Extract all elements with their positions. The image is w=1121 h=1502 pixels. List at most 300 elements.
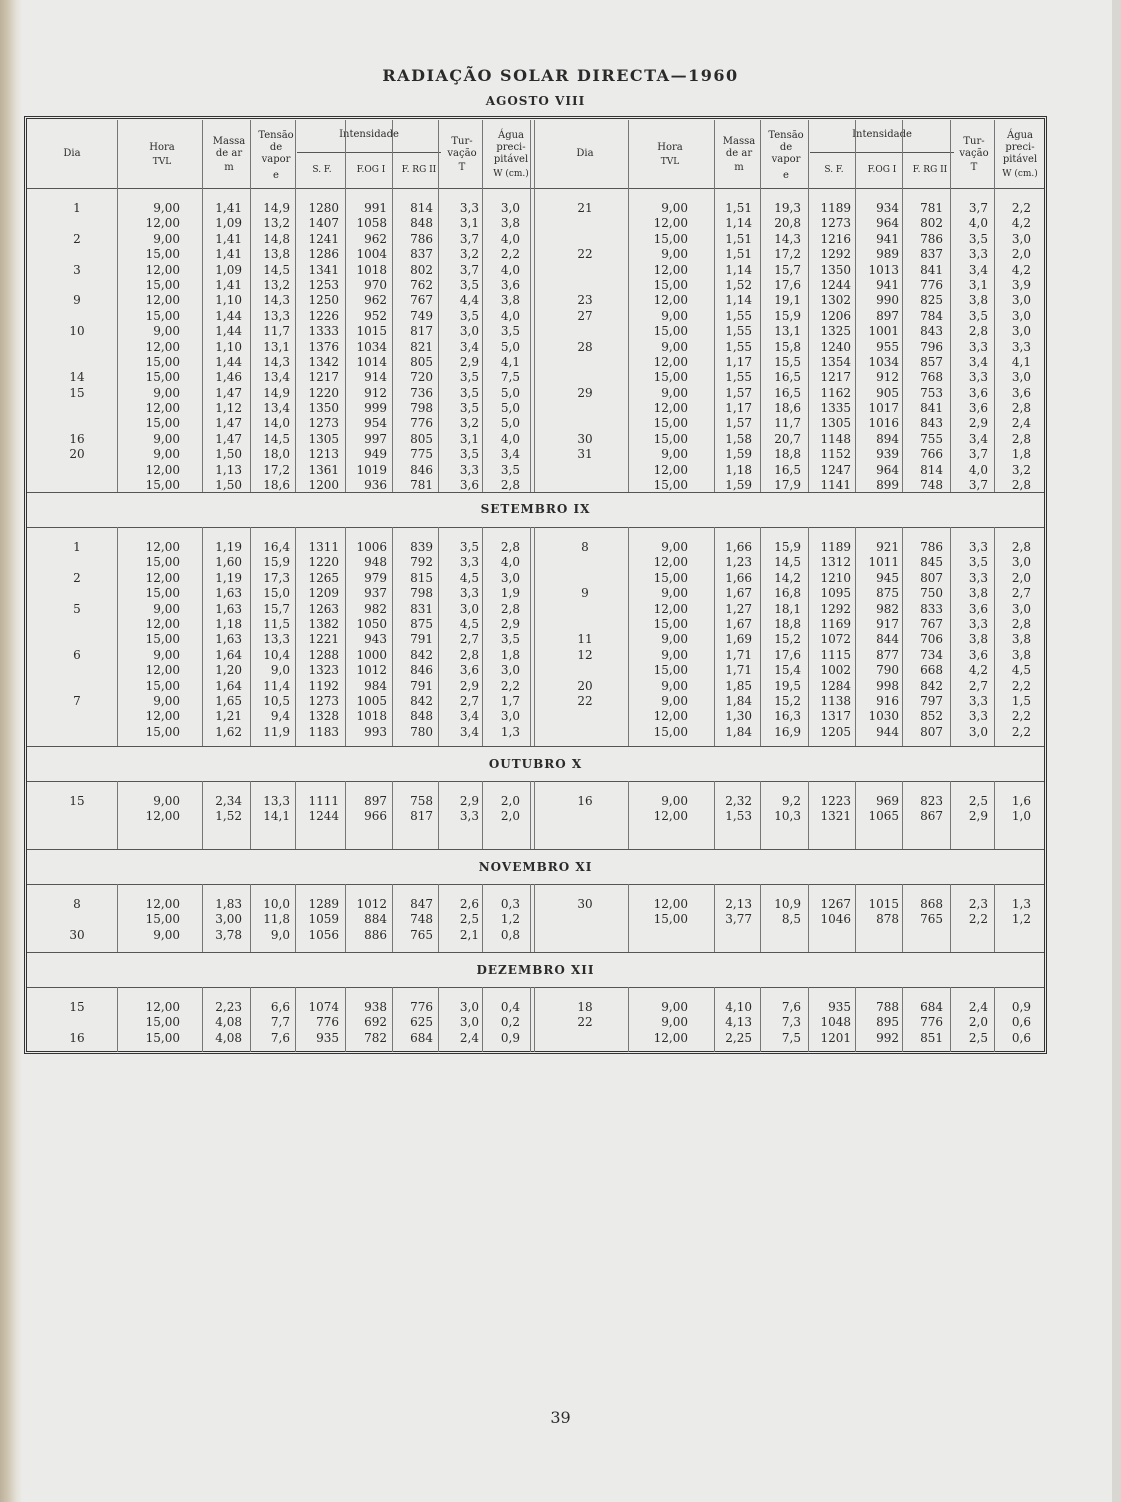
table-cell: 14,9 [263, 385, 290, 400]
table-cell: 1213 [308, 447, 339, 462]
page-number: 39 [550, 1408, 571, 1427]
table-cell: 1226 [308, 308, 339, 323]
table-cell: 15,2 [774, 693, 801, 708]
outubro-right-fog-column [852, 794, 899, 825]
table-cell [27, 679, 127, 694]
table-cell: 3,0 [968, 724, 988, 739]
table-cell: 4,0 [500, 308, 520, 323]
column-rule [534, 987, 535, 1052]
table-cell: 15,00 [145, 478, 180, 493]
table-cell: 3,00 [215, 912, 242, 927]
table-cell: 3,5 [459, 308, 479, 323]
table-cell [27, 401, 127, 416]
table-cell [27, 478, 127, 493]
table-cell: 2,3 [968, 897, 988, 911]
outubro-left-sf-column [290, 794, 339, 825]
table-cell: 843 [920, 416, 943, 431]
table-cell: 2 [73, 570, 81, 585]
table-cell: 2,8 [500, 601, 520, 616]
table-cell: 899 [876, 478, 899, 493]
dezembro-right-hora-column [630, 1000, 688, 1046]
table-cell: 9,00 [153, 431, 180, 446]
table-cell [545, 663, 625, 678]
table-cell: 3,9 [1011, 277, 1031, 292]
table-cell: 1005 [356, 693, 387, 708]
table-cell: 1056 [308, 927, 339, 942]
table-cell: 15,00 [145, 724, 180, 739]
table-cell: 821 [410, 339, 433, 354]
agosto-left-tensao-column [245, 201, 290, 493]
table-cell: 999 [364, 401, 387, 416]
table-cell: 1141 [820, 478, 851, 493]
table-cell: 1,58 [725, 431, 752, 446]
table-cell: 9,00 [661, 678, 688, 693]
header-turv-3: T [458, 162, 466, 173]
table-cell [27, 309, 127, 324]
table-cell: 0,2 [500, 1015, 520, 1030]
table-cell: 12,00 [145, 401, 180, 416]
table-cell: 1030 [868, 709, 899, 724]
table-cell: 3,3 [968, 370, 988, 385]
table-cell: 1342 [308, 354, 339, 369]
table-cell: 945 [876, 570, 899, 585]
table-cell: 9,00 [661, 647, 688, 662]
table-cell: 4,08 [215, 1030, 242, 1045]
table-cell: 1244 [308, 809, 339, 824]
table-cell: 766 [920, 447, 943, 462]
setembro-right-agua-column [993, 540, 1031, 740]
table-cell: 2,2 [1011, 678, 1031, 693]
table-cell [545, 463, 625, 478]
table-cell: 1217 [308, 370, 339, 385]
header-agua-2-right: preci- [1005, 142, 1035, 153]
table-cell: 0,9 [1011, 1000, 1031, 1014]
table-cell: 3,6 [968, 647, 988, 662]
table-cell: 3,77 [725, 912, 752, 927]
table-cell: 1,7 [500, 693, 520, 708]
table-cell: 1247 [820, 462, 851, 477]
column-rule [534, 188, 535, 492]
table-cell: 2,0 [1011, 247, 1031, 262]
table-cell: 15,00 [145, 678, 180, 693]
table-cell: 13,2 [263, 277, 290, 292]
table-cell: 895 [876, 1015, 899, 1030]
setembro-left-fog-column [340, 540, 387, 740]
table-cell: 1205 [820, 724, 851, 739]
table-cell: 9,00 [153, 324, 180, 339]
table-cell: 4,4 [459, 293, 479, 308]
table-cell: 12,00 [145, 709, 180, 724]
table-cell: 2,23 [215, 1000, 242, 1014]
table-cell: 3,2 [459, 247, 479, 262]
table-cell: 9,00 [661, 632, 688, 647]
table-cell [545, 416, 625, 431]
table-cell: 15,00 [145, 416, 180, 431]
table-cell: 20 [69, 447, 85, 462]
table-cell: 18,1 [774, 601, 801, 616]
table-cell: 15,7 [263, 601, 290, 616]
header-tensao-1-right: Tensão [768, 130, 804, 141]
table-cell: 1,44 [215, 308, 242, 323]
header-massa-1: Massa [212, 136, 246, 147]
table-cell: 15,9 [774, 308, 801, 323]
table-cell: 857 [920, 354, 943, 369]
table-cell: 1305 [308, 431, 339, 446]
table-cell: 3,3 [459, 586, 479, 601]
table-cell: 9,00 [153, 447, 180, 462]
table-cell: 1280 [308, 201, 339, 215]
table-cell: 14,0 [263, 416, 290, 431]
novembro-left-massa-column [200, 897, 242, 943]
dezembro-left-massa-column [200, 1000, 242, 1046]
table-cell: 11 [577, 632, 593, 647]
table-cell [27, 1015, 127, 1030]
table-cell: 9,00 [153, 601, 180, 616]
table-cell: 10 [69, 324, 85, 339]
table-cell: 12,00 [653, 293, 688, 308]
table-cell: 786 [410, 231, 433, 246]
table-cell: 1138 [820, 693, 851, 708]
table-cell: 3,0 [459, 601, 479, 616]
table-cell: 765 [920, 912, 943, 927]
table-cell: 776 [410, 416, 433, 431]
dezembro-right-turv-column [950, 1000, 988, 1046]
table-cell: 1292 [820, 601, 851, 616]
table-cell: 851 [920, 1030, 943, 1045]
table-cell: 720 [410, 370, 433, 385]
table-cell [27, 278, 127, 293]
table-cell: 16,5 [774, 385, 801, 400]
table-cell: 1,09 [215, 262, 242, 277]
table-cell: 1221 [308, 632, 339, 647]
table-cell: 1115 [820, 647, 851, 662]
table-cell: 9,0 [270, 663, 290, 678]
table-cell: 2,9 [968, 416, 988, 431]
table-cell: 16,5 [774, 370, 801, 385]
table-cell: 12,00 [145, 1000, 180, 1014]
column-rule [534, 527, 535, 746]
table-cell: 3,3 [1011, 339, 1031, 354]
table-cell: 837 [920, 247, 943, 262]
table-cell: 1,5 [1011, 693, 1031, 708]
table-cell: 3,1 [459, 216, 479, 231]
table-cell: 3,0 [1011, 308, 1031, 323]
table-cell: 955 [876, 339, 899, 354]
table-cell: 2,8 [1011, 616, 1031, 631]
novembro-left-tensao-column [245, 897, 290, 943]
table-cell: 9 [73, 293, 81, 308]
table-cell: 7,5 [781, 1030, 801, 1045]
table-cell: 30 [577, 897, 593, 911]
table-cell: 19,3 [774, 201, 801, 215]
column-rule [628, 120, 629, 188]
novembro-left-fog-column [340, 897, 387, 943]
table-cell: 9,00 [661, 447, 688, 462]
table-cell: 1072 [820, 632, 851, 647]
column-rule [202, 120, 203, 188]
table-cell: 9,00 [153, 231, 180, 246]
table-cell: 15,00 [653, 416, 688, 431]
table-cell: 0,6 [1011, 1030, 1031, 1045]
table-cell: 15,8 [774, 339, 801, 354]
header-agua-4-right: W (cm.) [1002, 169, 1038, 179]
table-cell: 1,64 [215, 678, 242, 693]
table-cell: 790 [876, 663, 899, 678]
table-cell: 1111 [308, 794, 339, 808]
table-cell: 3,0 [459, 324, 479, 339]
table-cell: 17,6 [774, 277, 801, 292]
table-cell: 875 [876, 586, 899, 601]
table-cell: 3,6 [968, 601, 988, 616]
table-cell: 19,1 [774, 293, 801, 308]
table-cell: 2,7 [968, 678, 988, 693]
table-cell: 969 [876, 794, 899, 808]
table-cell: 14,2 [774, 570, 801, 585]
header-massa-1-right: Massa [722, 136, 756, 147]
header-turv-1-right: Tur- [963, 136, 985, 147]
table-cell: 3,3 [459, 555, 479, 570]
table-cell: 839 [410, 540, 433, 554]
table-cell: 3,0 [459, 1015, 479, 1030]
table-cell: 11,4 [263, 678, 290, 693]
table-cell: 19,5 [774, 678, 801, 693]
header-hora: Hora [149, 142, 175, 153]
novembro-right-turv-column [950, 897, 988, 928]
table-cell: 1206 [820, 308, 851, 323]
table-cell: 905 [876, 385, 899, 400]
table-cell: 1,85 [725, 678, 752, 693]
table-cell: 15,00 [653, 370, 688, 385]
table-cell: 13,3 [263, 308, 290, 323]
table-cell: 3,0 [1011, 370, 1031, 385]
table-cell: 917 [876, 616, 899, 631]
table-cell: 1,52 [215, 809, 242, 824]
table-cell: 1,41 [215, 277, 242, 292]
table-cell: 15,5 [774, 354, 801, 369]
table-cell: 3,8 [1011, 647, 1031, 662]
column-rule [534, 781, 535, 849]
header-sf: S. F. [312, 165, 332, 175]
setembro-left-sf-column [290, 540, 339, 740]
table-cell: 736 [410, 385, 433, 400]
table-cell: 1034 [356, 339, 387, 354]
table-cell: 4,0 [500, 431, 520, 446]
table-cell: 1,21 [215, 709, 242, 724]
table-cell: 755 [920, 431, 943, 446]
table-cell: 18,6 [263, 478, 290, 493]
table-cell: 825 [920, 293, 943, 308]
table-cell: 934 [876, 201, 899, 215]
table-cell: 9,00 [661, 201, 688, 215]
table-cell: 2,9 [459, 678, 479, 693]
table-cell [545, 232, 625, 247]
table-cell: 867 [920, 809, 943, 824]
column-rule [628, 188, 629, 492]
table-cell: 912 [364, 385, 387, 400]
table-cell: 1,30 [725, 709, 752, 724]
table-cell: 2,8 [500, 478, 520, 493]
table-cell [545, 355, 625, 370]
agosto-right-fog-column [852, 201, 899, 493]
table-cell: 817 [410, 809, 433, 824]
table-cell: 3,5 [500, 632, 520, 647]
table-cell: 15,00 [145, 632, 180, 647]
table-cell: 1011 [868, 555, 899, 570]
table-cell: 1,18 [215, 616, 242, 631]
table-cell: 1,12 [215, 401, 242, 416]
table-cell: 1217 [820, 370, 851, 385]
table-cell: 18 [577, 1000, 593, 1014]
novembro-right-fog-column [852, 897, 899, 928]
table-cell: 1244 [820, 277, 851, 292]
table-cell: 1,50 [215, 447, 242, 462]
table-cell: 3,5 [459, 277, 479, 292]
table-cell: 0,6 [1011, 1015, 1031, 1030]
table-cell: 692 [364, 1015, 387, 1030]
table-cell: 23 [577, 293, 593, 308]
table-cell: 1289 [308, 897, 339, 911]
table-cell: 4,0 [968, 462, 988, 477]
table-cell: 998 [876, 678, 899, 693]
table-cell: 1,57 [725, 416, 752, 431]
column-rule [530, 884, 531, 952]
table-cell: 1015 [356, 324, 387, 339]
table-cell: 3,5 [459, 385, 479, 400]
separator-dezembro-top [27, 952, 1044, 953]
table-cell: 1,55 [725, 339, 752, 354]
table-cell: 758 [410, 794, 433, 808]
table-cell: 3,3 [459, 462, 479, 477]
header-turv-2-right: vação [959, 148, 989, 159]
column-rule [530, 188, 531, 492]
table-cell: 9,00 [661, 794, 688, 808]
table-cell: 1,47 [215, 431, 242, 446]
table-cell: 1,67 [725, 586, 752, 601]
table-cell: 2,4 [459, 1030, 479, 1045]
table-cell: 1273 [308, 693, 339, 708]
table-cell: 1169 [820, 616, 851, 631]
table-cell: 3,2 [459, 416, 479, 431]
header-tensao-4: e [273, 170, 279, 181]
table-cell: 4,08 [215, 1015, 242, 1030]
table-cell: 941 [876, 231, 899, 246]
table-cell: 3,0 [1011, 324, 1031, 339]
table-cell: 782 [364, 1030, 387, 1045]
table-cell: 3,6 [459, 478, 479, 493]
outubro-left-fog-column [340, 794, 387, 825]
section-title-dezembro: DEZEMBRO XII [476, 963, 595, 977]
table-cell: 1,62 [215, 724, 242, 739]
table-cell: 991 [364, 201, 387, 215]
dezembro-left-turv-column [441, 1000, 479, 1046]
table-cell: 5 [73, 601, 81, 616]
table-cell: 1317 [820, 709, 851, 724]
table-cell: 3,3 [968, 616, 988, 631]
table-cell: 1,44 [215, 354, 242, 369]
table-cell: 3,5 [459, 401, 479, 416]
novembro-right-massa-column [710, 897, 752, 928]
table-cell: 9,00 [661, 1000, 688, 1014]
table-cell: 1,9 [500, 586, 520, 601]
table-cell: 15,00 [653, 478, 688, 493]
table-cell: 1016 [868, 416, 899, 431]
table-cell: 3,6 [459, 663, 479, 678]
dezembro-right-sf-column [802, 1000, 851, 1046]
table-cell: 748 [410, 912, 433, 927]
table-cell: 2,4 [968, 1000, 988, 1014]
table-cell: 0,9 [500, 1030, 520, 1045]
agosto-right-hora-column [630, 201, 688, 493]
table-cell: 767 [410, 293, 433, 308]
table-cell: 1,47 [215, 416, 242, 431]
novembro-left-dia-column [27, 897, 127, 943]
table-cell: 2,7 [1011, 586, 1031, 601]
table-cell: 798 [410, 401, 433, 416]
table-cell: 845 [920, 555, 943, 570]
column-rule [438, 987, 439, 1052]
table-cell: 12,00 [145, 897, 180, 911]
table-cell: 1273 [820, 216, 851, 231]
table-cell: 3,4 [968, 262, 988, 277]
table-cell: 1059 [308, 912, 339, 927]
table-cell: 22 [577, 1015, 593, 1030]
table-cell: 767 [920, 616, 943, 631]
header-tvl-right: TVL [660, 157, 680, 167]
table-cell: 12,00 [145, 339, 180, 354]
table-cell: 749 [410, 308, 433, 323]
agosto-left-fog-column [340, 201, 387, 493]
table-cell: 1321 [820, 809, 851, 824]
table-cell: 1,59 [725, 478, 752, 493]
table-cell: 2,2 [1011, 201, 1031, 215]
table-cell: 1,41 [215, 231, 242, 246]
header-tensao-3-right: vapor [771, 154, 801, 165]
table-cell: 938 [364, 1000, 387, 1014]
table-cell: 847 [410, 897, 433, 911]
table-cell: 8,5 [781, 912, 801, 927]
agosto-left-frg-column [388, 201, 433, 493]
table-cell: 1,84 [725, 724, 752, 739]
table-cell: 1350 [820, 262, 851, 277]
table-cell: 17,6 [774, 647, 801, 662]
header-tvl: TVL [152, 157, 172, 167]
table-cell: 1,0 [1011, 809, 1031, 824]
table-cell: 884 [364, 912, 387, 927]
table-cell [545, 263, 625, 278]
table-cell: 3,4 [968, 354, 988, 369]
table-cell: 897 [364, 794, 387, 808]
table-cell: 2,13 [725, 897, 752, 911]
table-cell: 1323 [308, 663, 339, 678]
table-cell: 846 [410, 663, 433, 678]
table-cell: 943 [364, 632, 387, 647]
outubro-left-tensao-column [245, 794, 290, 825]
outubro-left-massa-column [200, 794, 242, 825]
agosto-right-agua-column [993, 201, 1031, 493]
table-cell: 1,6 [1011, 794, 1031, 808]
table-cell: 3,78 [215, 927, 242, 942]
setembro-right-turv-column [950, 540, 988, 740]
table-cell: 2,2 [500, 678, 520, 693]
table-cell: 914 [364, 370, 387, 385]
header-massa-3-right: m [734, 162, 744, 173]
table-cell: 1325 [820, 324, 851, 339]
table-cell: 897 [876, 308, 899, 323]
table-cell: 2,2 [968, 912, 988, 927]
table-cell: 3,8 [968, 293, 988, 308]
table-cell: 13,1 [263, 339, 290, 354]
table-cell: 1,52 [725, 277, 752, 292]
